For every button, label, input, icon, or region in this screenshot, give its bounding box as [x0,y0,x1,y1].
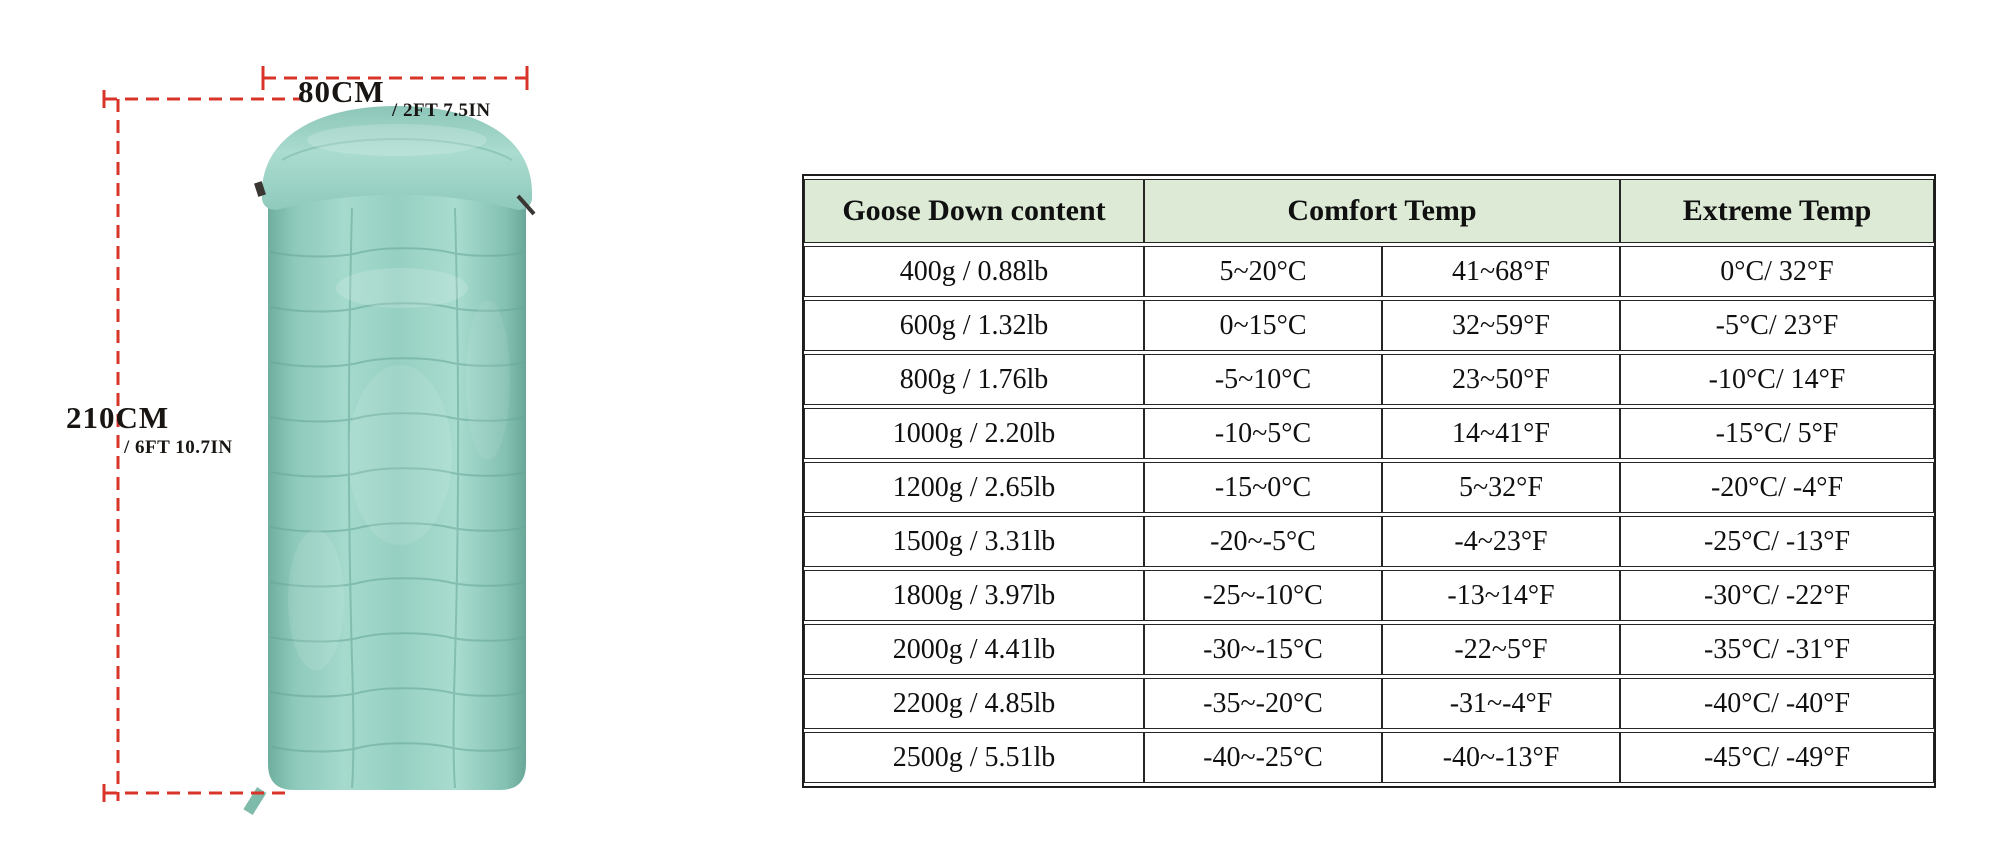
table-cell-extreme: -40°C/ -40°F [1620,678,1934,729]
spec-table-wrapper [802,174,1936,788]
table-cell-comfort_c: -5~10°C [1144,354,1382,405]
table-cell-comfort_f: 41~68°F [1382,246,1620,297]
spec-table-header-row [804,179,1934,243]
table-cell-comfort_c: -25~-10°C [1144,570,1382,621]
table-cell-comfort_f: 32~59°F [1382,300,1620,351]
width-dimension-label: 80CM [298,74,385,109]
table-cell-content: 1000g / 2.20lb [804,408,1144,459]
table-cell-comfort_f: -40~-13°F [1382,732,1620,783]
table-cell-extreme: -30°C/ -22°F [1620,570,1934,621]
table-row [804,732,1934,783]
header-extreme-temp: Extreme Temp [1620,179,1934,243]
height-dimension-label: 210CM [66,400,170,435]
table-row [804,354,1934,405]
table-cell-extreme: -20°C/ -4°F [1620,462,1934,513]
table-cell-content: 1800g / 3.97lb [804,570,1144,621]
table-row [804,462,1934,513]
table-cell-comfort_f: 23~50°F [1382,354,1620,405]
table-cell-comfort_f: 14~41°F [1382,408,1620,459]
table-row [804,570,1934,621]
table-cell-extreme: 0°C/ 32°F [1620,246,1934,297]
table-cell-comfort_f: 5~32°F [1382,462,1620,513]
width-dimension-sublabel: / 2FT 7.5IN [392,100,491,121]
table-cell-comfort_f: -13~14°F [1382,570,1620,621]
table-cell-comfort_f: -31~-4°F [1382,678,1620,729]
table-cell-extreme: -35°C/ -31°F [1620,624,1934,675]
product-figure [0,0,620,850]
table-cell-comfort_f: -4~23°F [1382,516,1620,567]
header-comfort-temp: Comfort Temp [1144,179,1620,243]
table-cell-extreme: -10°C/ 14°F [1620,354,1934,405]
table-cell-content: 600g / 1.32lb [804,300,1144,351]
header-goose-down-content: Goose Down content [804,179,1144,243]
table-row [804,678,1934,729]
table-cell-content: 1500g / 3.31lb [804,516,1144,567]
table-cell-comfort_c: -35~-20°C [1144,678,1382,729]
table-row [804,246,1934,297]
table-cell-content: 800g / 1.76lb [804,354,1144,405]
table-row [804,624,1934,675]
table-row [804,300,1934,351]
table-row [804,516,1934,567]
table-cell-content: 1200g / 2.65lb [804,462,1144,513]
spec-table [804,176,1934,786]
table-cell-comfort_f: -22~5°F [1382,624,1620,675]
table-cell-comfort_c: -15~0°C [1144,462,1382,513]
table-cell-comfort_c: -20~-5°C [1144,516,1382,567]
table-cell-comfort_c: -40~-25°C [1144,732,1382,783]
table-cell-extreme: -25°C/ -13°F [1620,516,1934,567]
table-row [804,408,1934,459]
table-cell-comfort_c: -30~-15°C [1144,624,1382,675]
table-cell-comfort_c: -10~5°C [1144,408,1382,459]
table-cell-extreme: -45°C/ -49°F [1620,732,1934,783]
table-cell-content: 400g / 0.88lb [804,246,1144,297]
table-cell-content: 2200g / 4.85lb [804,678,1144,729]
spec-table-body [804,246,1934,783]
table-cell-extreme: -5°C/ 23°F [1620,300,1934,351]
table-cell-content: 2500g / 5.51lb [804,732,1144,783]
table-cell-extreme: -15°C/ 5°F [1620,408,1934,459]
table-cell-content: 2000g / 4.41lb [804,624,1144,675]
height-dimension-sublabel: / 6FT 10.7IN [124,437,233,458]
table-cell-comfort_c: 5~20°C [1144,246,1382,297]
table-cell-comfort_c: 0~15°C [1144,300,1382,351]
